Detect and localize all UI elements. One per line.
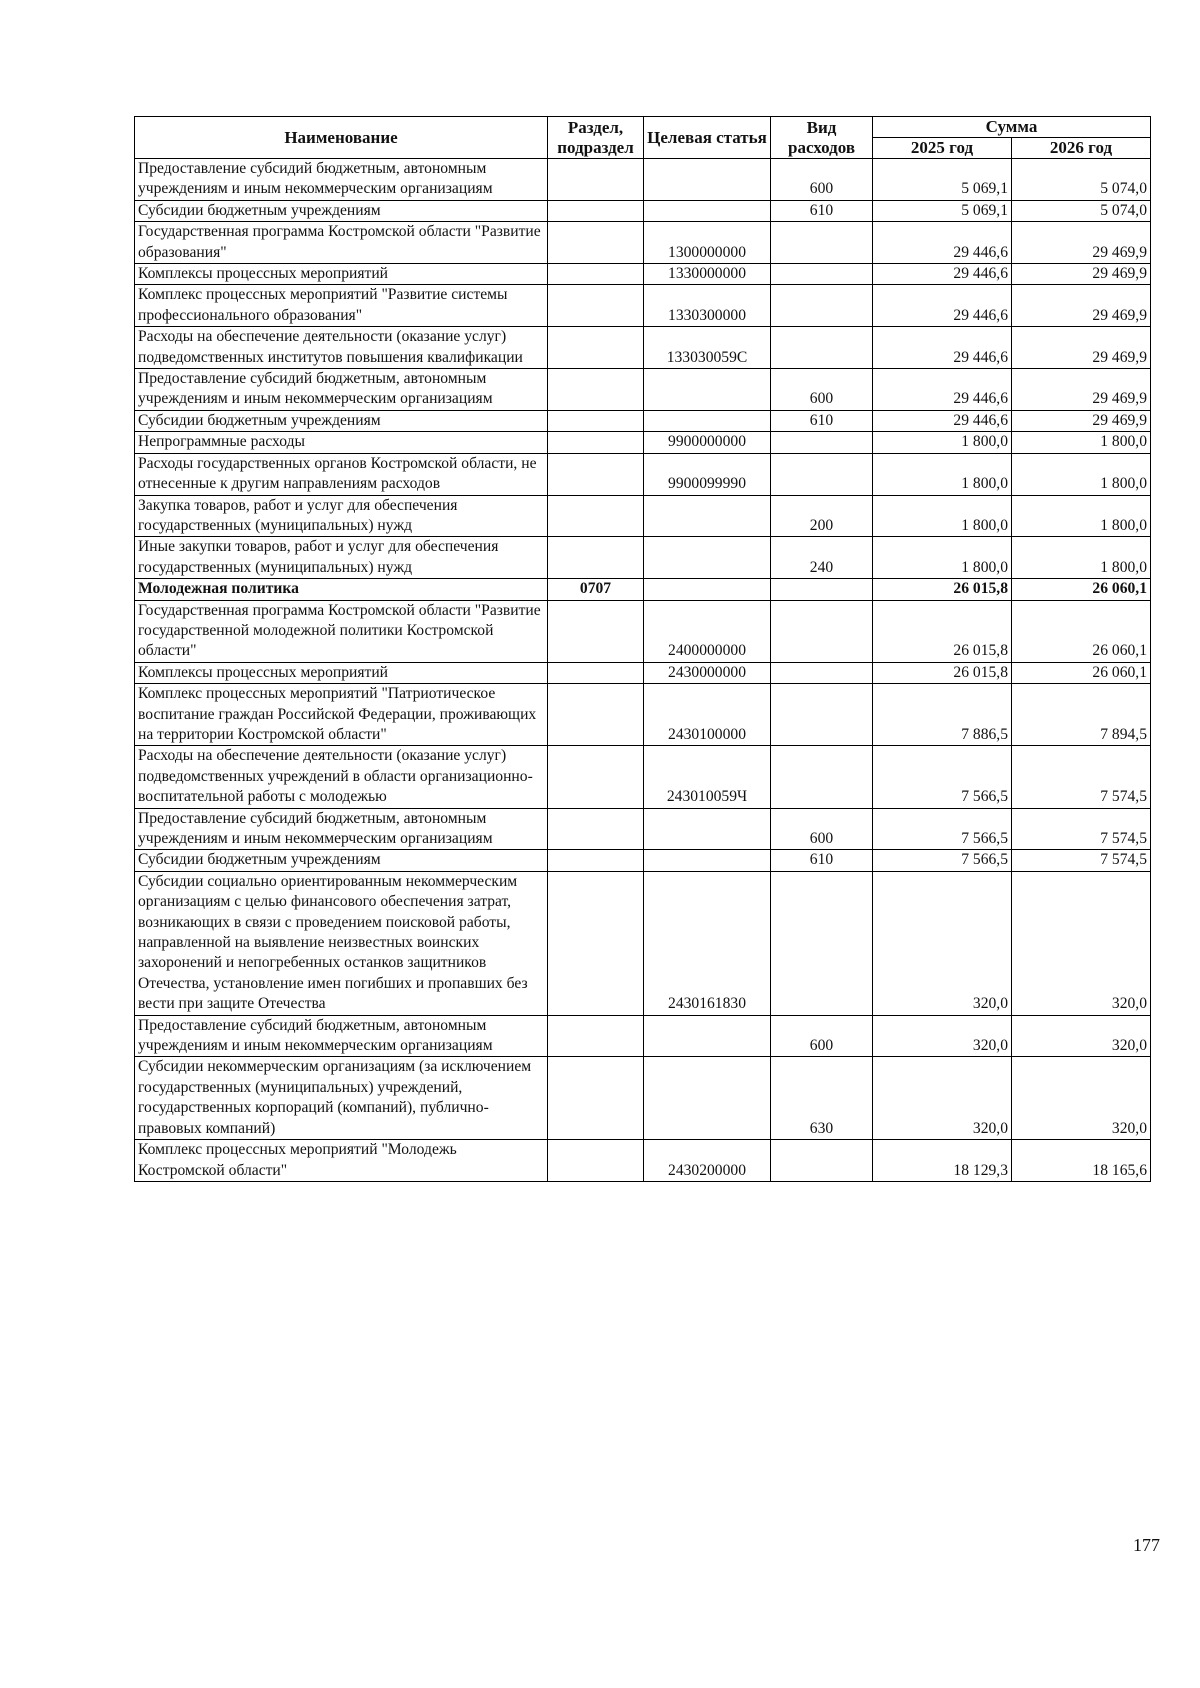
- row-target-cell: 9900099990: [644, 453, 771, 495]
- row-section-cell: [548, 453, 644, 495]
- row-section-cell: [548, 369, 644, 411]
- row-target-cell: [644, 410, 771, 431]
- row-target-cell: 9900000000: [644, 432, 771, 453]
- table-row: [135, 808, 1151, 850]
- table-row: [135, 432, 1151, 453]
- row-target-cell: 133030059С: [644, 327, 771, 369]
- row-section-cell: [548, 662, 644, 683]
- row-2026-cell: 1 800,0: [1012, 453, 1151, 495]
- table-row: [135, 850, 1151, 871]
- row-2025-cell: 7 566,5: [873, 746, 1012, 808]
- table-body: [135, 159, 1151, 1182]
- row-kind-cell: 600: [771, 159, 873, 201]
- table-row: [135, 871, 1151, 1015]
- row-name-cell: Комплексы процессных мероприятий: [135, 662, 548, 683]
- header-year-2026: 2026 год: [1012, 138, 1151, 159]
- row-target-cell: [644, 495, 771, 537]
- row-2025-cell: 29 446,6: [873, 264, 1012, 285]
- row-section-cell: [548, 684, 644, 746]
- row-2025-cell: 5 069,1: [873, 159, 1012, 201]
- row-2025-cell: 7 566,5: [873, 808, 1012, 850]
- row-section-cell: [548, 871, 644, 1015]
- row-target-cell: 243010059Ч: [644, 746, 771, 808]
- row-section-cell: [548, 495, 644, 537]
- row-name-cell: Субсидии социально ориентированным некоммерческим организациям с целью финансового обеспечения затрат, возникающих в связи с проведением поисковой работы, направленной на выявление неизвестных воинских захоронений и непогребенных останков защитников Отечества, установление имен погибших и пропавших без вести при защите Отечества: [135, 871, 548, 1015]
- row-2026-cell: 1 800,0: [1012, 432, 1151, 453]
- row-2025-cell: 1 800,0: [873, 537, 1012, 579]
- row-target-cell: 2430200000: [644, 1140, 771, 1182]
- row-2025-cell: 29 446,6: [873, 410, 1012, 431]
- row-target-cell: [644, 369, 771, 411]
- row-kind-cell: 600: [771, 1015, 873, 1057]
- row-kind-cell: 630: [771, 1057, 873, 1140]
- row-2026-cell: 7 574,5: [1012, 808, 1151, 850]
- row-2026-cell: 7 894,5: [1012, 684, 1151, 746]
- row-kind-cell: [771, 432, 873, 453]
- row-target-cell: 1300000000: [644, 222, 771, 264]
- header-section: Раздел, подраздел: [548, 117, 644, 159]
- row-section-cell: [548, 600, 644, 662]
- row-2026-cell: 320,0: [1012, 1057, 1151, 1140]
- row-section-cell: [548, 264, 644, 285]
- row-name-cell: Государственная программа Костромской области "Развитие государственной молодежной политики Костромской области": [135, 600, 548, 662]
- row-2025-cell: 5 069,1: [873, 200, 1012, 221]
- table-row: [135, 453, 1151, 495]
- row-name-cell: Закупка товаров, работ и услуг для обеспечения государственных (муниципальных) нужд: [135, 495, 548, 537]
- row-2026-cell: 7 574,5: [1012, 850, 1151, 871]
- row-2025-cell: 7 886,5: [873, 684, 1012, 746]
- row-2026-cell: 29 469,9: [1012, 327, 1151, 369]
- row-kind-cell: [771, 264, 873, 285]
- row-2025-cell: 320,0: [873, 871, 1012, 1015]
- row-2026-cell: 26 060,1: [1012, 579, 1151, 600]
- table-row: [135, 327, 1151, 369]
- row-2025-cell: 29 446,6: [873, 285, 1012, 327]
- row-target-cell: 2430161830: [644, 871, 771, 1015]
- page-number: 177: [1133, 1535, 1160, 1555]
- row-2026-cell: 5 074,0: [1012, 200, 1151, 221]
- row-2025-cell: 1 800,0: [873, 432, 1012, 453]
- row-section-cell: [548, 1015, 644, 1057]
- row-section-cell: [548, 285, 644, 327]
- row-kind-cell: [771, 871, 873, 1015]
- row-section-cell: [548, 410, 644, 431]
- row-name-cell: Государственная программа Костромской области "Развитие образования": [135, 222, 548, 264]
- row-name-cell: Субсидии бюджетным учреждениям: [135, 850, 548, 871]
- row-2026-cell: 5 074,0: [1012, 159, 1151, 201]
- row-kind-cell: [771, 746, 873, 808]
- row-2026-cell: 29 469,9: [1012, 264, 1151, 285]
- row-name-cell: Комплекс процессных мероприятий "Развитие системы профессионального образования": [135, 285, 548, 327]
- row-section-cell: [548, 1057, 644, 1140]
- header-sum: Сумма: [873, 117, 1151, 138]
- row-name-cell: Комплекс процессных мероприятий "Молодежь Костромской области": [135, 1140, 548, 1182]
- row-section-cell: [548, 850, 644, 871]
- row-target-cell: [644, 850, 771, 871]
- row-name-cell: Предоставление субсидий бюджетным, автономным учреждениям и иным некоммерческим организациям: [135, 159, 548, 201]
- table-row: [135, 200, 1151, 221]
- row-section-cell: 0707: [548, 579, 644, 600]
- row-target-cell: [644, 537, 771, 579]
- row-kind-cell: 240: [771, 537, 873, 579]
- table-row: [135, 684, 1151, 746]
- row-2025-cell: 1 800,0: [873, 453, 1012, 495]
- row-name-cell: Расходы государственных органов Костромской области, не отнесенные к другим направлениям расходов: [135, 453, 548, 495]
- header-target: Целевая статья: [644, 117, 771, 159]
- row-2025-cell: 320,0: [873, 1057, 1012, 1140]
- row-target-cell: 2400000000: [644, 600, 771, 662]
- row-2026-cell: 320,0: [1012, 871, 1151, 1015]
- row-name-cell: Предоставление субсидий бюджетным, автономным учреждениям и иным некоммерческим организациям: [135, 1015, 548, 1057]
- row-kind-cell: 200: [771, 495, 873, 537]
- row-name-cell: Расходы на обеспечение деятельности (оказание услуг) подведомственных учреждений в области организационно-воспитательной работы с молодежью: [135, 746, 548, 808]
- table-row: [135, 159, 1151, 201]
- row-target-cell: 1330000000: [644, 264, 771, 285]
- row-2025-cell: 1 800,0: [873, 495, 1012, 537]
- row-2025-cell: 18 129,3: [873, 1140, 1012, 1182]
- row-name-cell: Субсидии некоммерческим организациям (за исключением государственных (муниципальных) учреждений, государственных корпораций (компаний), публично-правовых компаний): [135, 1057, 548, 1140]
- table-row: [135, 222, 1151, 264]
- row-name-cell: Молодежная политика: [135, 579, 548, 600]
- row-kind-cell: 600: [771, 369, 873, 411]
- table-row: [135, 746, 1151, 808]
- budget-table: [134, 116, 1151, 1182]
- table-row: [135, 1057, 1151, 1140]
- row-kind-cell: 610: [771, 850, 873, 871]
- row-kind-cell: [771, 327, 873, 369]
- row-name-cell: Субсидии бюджетным учреждениям: [135, 410, 548, 431]
- table-row: [135, 410, 1151, 431]
- row-section-cell: [548, 537, 644, 579]
- row-2026-cell: 7 574,5: [1012, 746, 1151, 808]
- row-2025-cell: 29 446,6: [873, 327, 1012, 369]
- row-name-cell: Комплексы процессных мероприятий: [135, 264, 548, 285]
- row-2026-cell: 26 060,1: [1012, 662, 1151, 683]
- row-kind-cell: [771, 453, 873, 495]
- row-kind-cell: [771, 600, 873, 662]
- table-row: [135, 537, 1151, 579]
- row-kind-cell: [771, 662, 873, 683]
- row-name-cell: Расходы на обеспечение деятельности (оказание услуг) подведомственных институтов повышения квалификации: [135, 327, 548, 369]
- row-2026-cell: 29 469,9: [1012, 410, 1151, 431]
- row-2026-cell: 26 060,1: [1012, 600, 1151, 662]
- row-target-cell: [644, 579, 771, 600]
- row-name-cell: Предоставление субсидий бюджетным, автономным учреждениям и иным некоммерческим организациям: [135, 808, 548, 850]
- row-2026-cell: 29 469,9: [1012, 285, 1151, 327]
- table-row: [135, 600, 1151, 662]
- header-kind: Вид расходов: [771, 117, 873, 159]
- row-kind-cell: 610: [771, 410, 873, 431]
- row-2025-cell: 29 446,6: [873, 222, 1012, 264]
- header-year-2025: 2025 год: [873, 138, 1012, 159]
- row-section-cell: [548, 1140, 644, 1182]
- row-kind-cell: [771, 285, 873, 327]
- table-row: [135, 1015, 1151, 1057]
- row-target-cell: 1330300000: [644, 285, 771, 327]
- table-header: [135, 117, 1151, 159]
- row-name-cell: Субсидии бюджетным учреждениям: [135, 200, 548, 221]
- table-row: [135, 662, 1151, 683]
- row-name-cell: Непрограммные расходы: [135, 432, 548, 453]
- table-row: [135, 579, 1151, 600]
- header-name: Наименование: [135, 117, 548, 159]
- row-2025-cell: 29 446,6: [873, 369, 1012, 411]
- row-section-cell: [548, 746, 644, 808]
- row-name-cell: Иные закупки товаров, работ и услуг для обеспечения государственных (муниципальных) нужд: [135, 537, 548, 579]
- row-target-cell: [644, 1057, 771, 1140]
- row-target-cell: [644, 159, 771, 201]
- row-2025-cell: 7 566,5: [873, 850, 1012, 871]
- row-2026-cell: 1 800,0: [1012, 495, 1151, 537]
- row-section-cell: [548, 222, 644, 264]
- row-2025-cell: 26 015,8: [873, 662, 1012, 683]
- row-target-cell: [644, 808, 771, 850]
- row-2025-cell: 26 015,8: [873, 579, 1012, 600]
- table-row: [135, 285, 1151, 327]
- row-2025-cell: 26 015,8: [873, 600, 1012, 662]
- row-kind-cell: [771, 222, 873, 264]
- row-section-cell: [548, 159, 644, 201]
- row-name-cell: Комплекс процессных мероприятий "Патриотическое воспитание граждан Российской Федерации, проживающих на территории Костромской области": [135, 684, 548, 746]
- table-row: [135, 1140, 1151, 1182]
- row-kind-cell: [771, 579, 873, 600]
- row-section-cell: [548, 200, 644, 221]
- row-name-cell: Предоставление субсидий бюджетным, автономным учреждениям и иным некоммерческим организациям: [135, 369, 548, 411]
- table-row: [135, 495, 1151, 537]
- row-target-cell: 2430100000: [644, 684, 771, 746]
- row-target-cell: [644, 200, 771, 221]
- row-2025-cell: 320,0: [873, 1015, 1012, 1057]
- row-kind-cell: 600: [771, 808, 873, 850]
- row-target-cell: 2430000000: [644, 662, 771, 683]
- table-row: [135, 264, 1151, 285]
- row-section-cell: [548, 327, 644, 369]
- row-kind-cell: [771, 684, 873, 746]
- row-kind-cell: 610: [771, 200, 873, 221]
- row-2026-cell: 1 800,0: [1012, 537, 1151, 579]
- row-2026-cell: 29 469,9: [1012, 222, 1151, 264]
- row-2026-cell: 320,0: [1012, 1015, 1151, 1057]
- row-2026-cell: 18 165,6: [1012, 1140, 1151, 1182]
- row-2026-cell: 29 469,9: [1012, 369, 1151, 411]
- table-row: [135, 369, 1151, 411]
- row-section-cell: [548, 808, 644, 850]
- row-target-cell: [644, 1015, 771, 1057]
- row-section-cell: [548, 432, 644, 453]
- row-kind-cell: [771, 1140, 873, 1182]
